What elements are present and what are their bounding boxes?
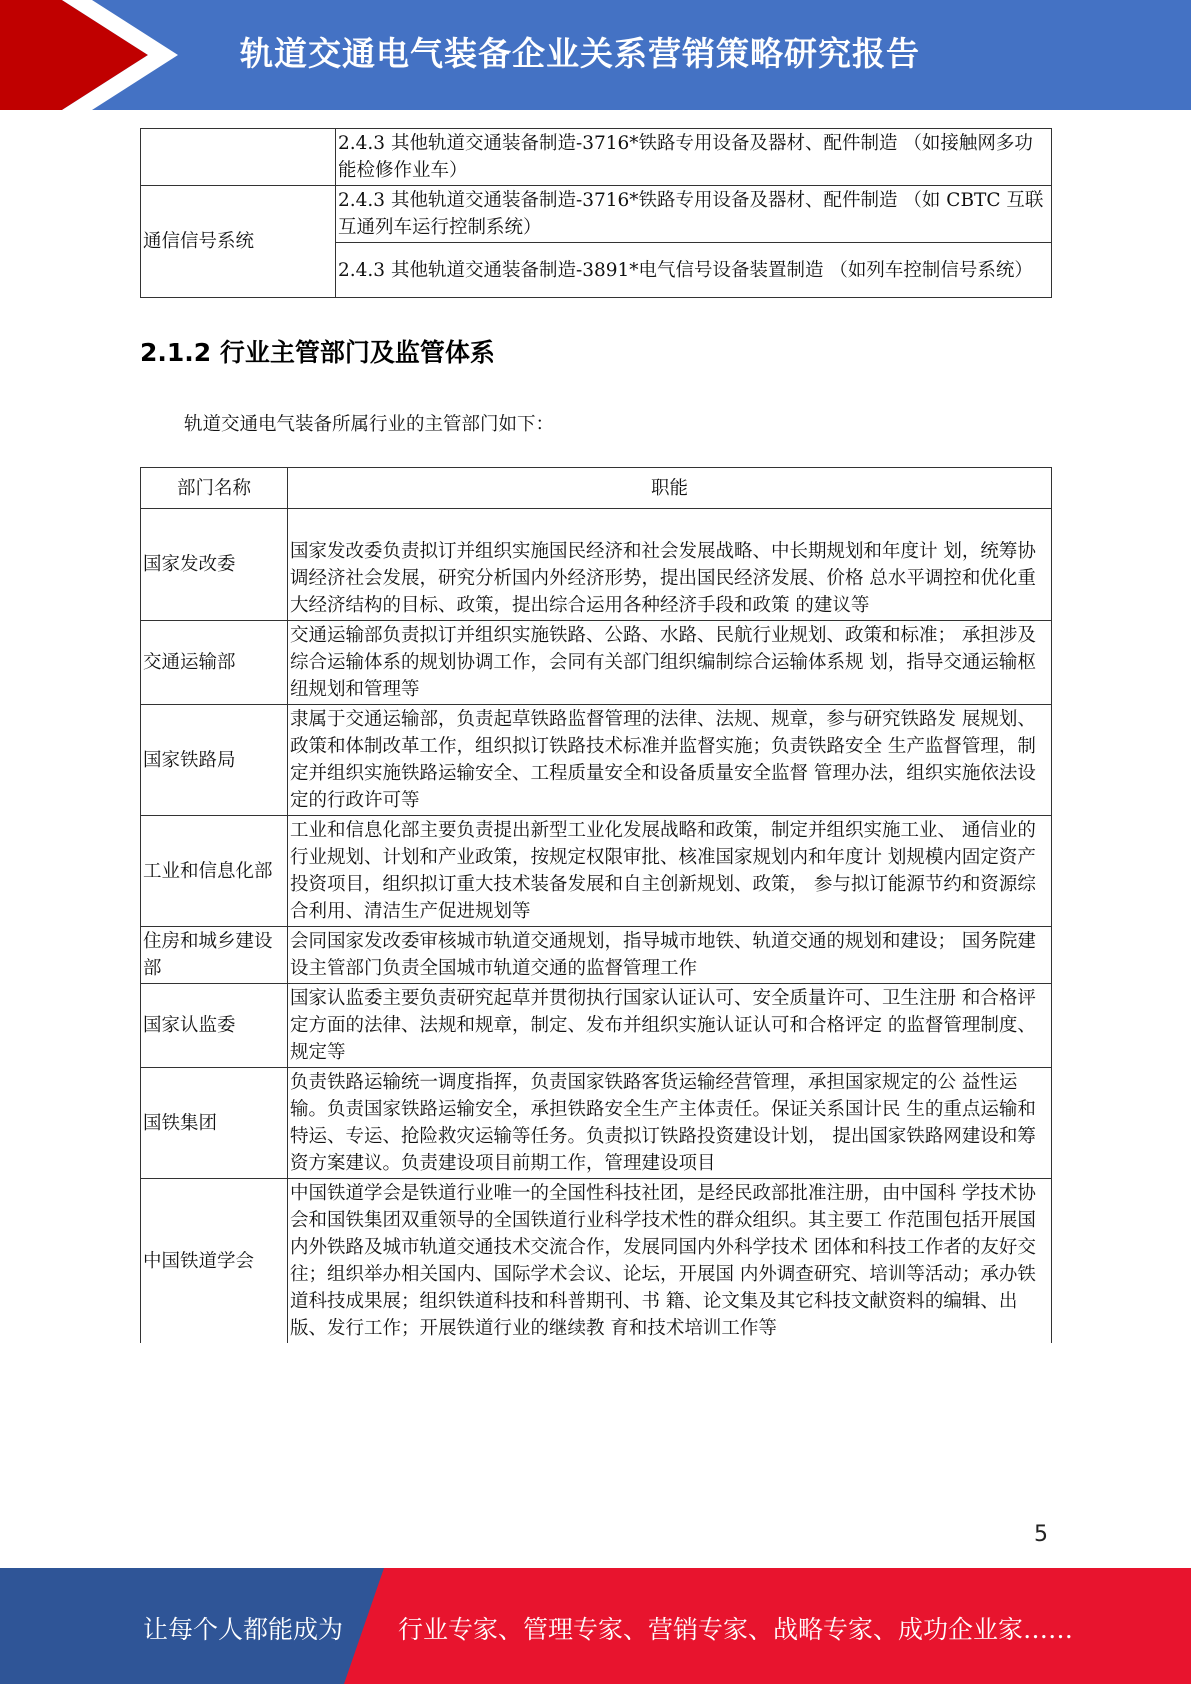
table-row: [141, 1068, 1052, 1179]
classification-cell: 2.4.3 其他轨道交通装备制造-3891*电气信号设备装置制造 （如列车控制信号系统）: [336, 243, 1052, 298]
department-duty: 会同国家发改委审核城市轨道交通规划，指导城市地铁、轨道交通的规划和建设； 国务院建设主管部门负责全国城市轨道交通的监督管理工作: [288, 927, 1052, 984]
table-row: [141, 816, 1052, 927]
department-duty: 工业和信息化部主要负责提出新型工业化发展战略和政策，制定并组织实施工业、 通信业的行业规划、计划和产业政策，按规定权限审批、核准国家规划内和年度计 划规模内固定资产投资项目，组织拟订重大技术装备发展和自主创新规划、政策， 参与拟订能源节约和资源综合利用、清洁生产促进规划等: [288, 816, 1052, 927]
department-name: 交通运输部: [141, 621, 288, 705]
table-row: [141, 984, 1052, 1068]
page-number: 5: [1034, 1522, 1048, 1547]
classification-cell: 2.4.3 其他轨道交通装备制造-3716*铁路专用设备及器材、配件制造 （如接触网多功能检修作业车）: [336, 129, 1052, 186]
department-name: 中国铁道学会: [141, 1179, 288, 1344]
section-intro: 轨道交通电气装备所属行业的主管部门如下：: [184, 414, 555, 435]
report-title: 轨道交通电气装备企业关系营销策略研究报告: [240, 34, 920, 73]
header-banner: [0, 0, 1191, 110]
department-name: 工业和信息化部: [141, 816, 288, 927]
table-header-row: [141, 468, 1052, 509]
column-header-duty: 职能: [288, 468, 1052, 509]
department-name: 住房和城乡建设部: [141, 927, 288, 984]
footer-banner: [0, 1568, 1191, 1684]
category-cell: [141, 129, 336, 186]
department-duty: 负责铁路运输统一调度指挥，负责国家铁路客货运输经营管理，承担国家规定的公 益性运输。负责国家铁路运输安全，承担铁路安全生产主体责任。保证关系国计民 生的重点运输和特运、专运、抢险救灾运输等任务。负责拟订铁路投资建设计划， 提出国家铁路网建设和筹资方案建议。负责建设项目前期工作，管理建设项目: [288, 1068, 1052, 1179]
footer-slogan-left: 让每个人都能成为: [143, 1615, 344, 1644]
table-row: [141, 186, 1052, 243]
category-cell: 通信信号系统: [141, 186, 336, 298]
department-duty: 隶属于交通运输部，负责起草铁路监督管理的法律、法规、规章，参与研究铁路发 展规划、政策和体制改革工作，组织拟订铁路技术标准并监督实施；负责铁路安全 生产监督管理，制定并组织实施铁路运输安全、工程质量安全和设备质量安全监督 管理办法，组织实施依法设定的行政许可等: [288, 705, 1052, 816]
department-name: 国家认监委: [141, 984, 288, 1068]
classification-cell: 2.4.3 其他轨道交通装备制造-3716*铁路专用设备及器材、配件制造 （如 CBTC 互联互通列车运行控制系统）: [336, 186, 1052, 243]
department-name: 国铁集团: [141, 1068, 288, 1179]
footer-slogan-right: 行业专家、管理专家、营销专家、战略专家、成功企业家……: [398, 1615, 1074, 1644]
department-duty: 中国铁道学会是铁道行业唯一的全国性科技社团，是经民政部批准注册，由中国科 学技术协会和国铁集团双重领导的全国铁道行业科学技术性的群众组织。其主要工 作范围包括开展国内外铁路及城市轨道交通技术交流合作，发展同国内外科学技术 团体和科技工作者的友好交往；组织举办相关国内、国际学术会议、论坛，开展国 内外调查研究、培训等活动；承办铁道科技成果展；组织铁道科技和科普期刊、书 籍、论文集及其它科技文献资料的编辑、出版、发行工作；开展铁道行业的继续教 育和技术培训工作等: [288, 1179, 1052, 1344]
table-row: [141, 927, 1052, 984]
department-duty: 国家认监委主要负责研究起草并贯彻执行国家认证认可、安全质量许可、卫生注册 和合格评定方面的法律、法规和规章，制定、发布并组织实施认证认可和合格评定 的监督管理制度、规定等: [288, 984, 1052, 1068]
regulatory-departments-table: [140, 467, 1052, 1343]
table-row: [141, 129, 1052, 186]
department-duty: 交通运输部负责拟订并组织实施铁路、公路、水路、民航行业规划、政策和标准； 承担涉及综合运输体系的规划协调工作，会同有关部门组织编制综合运输体系规 划，指导交通运输枢纽规划和管理等: [288, 621, 1052, 705]
department-name: 国家铁路局: [141, 705, 288, 816]
department-duty: 国家发改委负责拟订并组织实施国民经济和社会发展战略、中长期规划和年度计 划，统筹协调经济社会发展，研究分析国内外经济形势，提出国民经济发展、价格 总水平调控和优化重大经济结构的目标、政策，提出综合运用各种经济手段和政策 的建议等: [288, 509, 1052, 621]
column-header-department: 部门名称: [141, 468, 288, 509]
equipment-classification-table: [140, 128, 1052, 298]
table-row: [141, 1179, 1052, 1344]
section-heading: 2.1.2 行业主管部门及监管体系: [140, 338, 495, 367]
table-row: [141, 705, 1052, 816]
department-name: 国家发改委: [141, 509, 288, 621]
table-row: [141, 509, 1052, 621]
table-row: [141, 621, 1052, 705]
